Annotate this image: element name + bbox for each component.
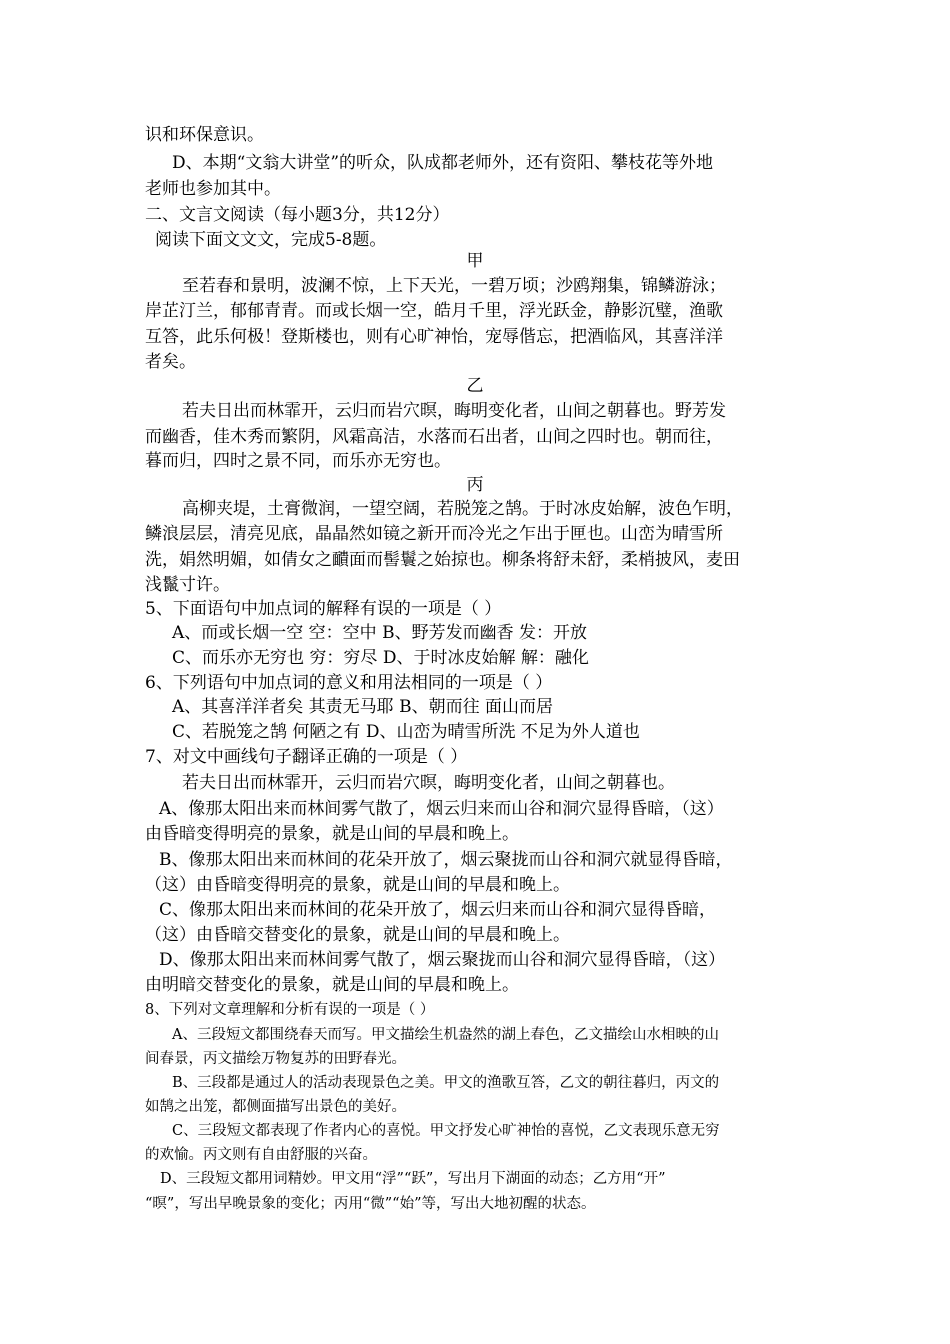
text-line: 识和环保意识。	[145, 125, 264, 145]
option-line: C、像那太阳出来而林间的花朵开放了，烟云归来而山谷和洞穴显得昏暗，	[159, 900, 717, 920]
passage-title-yi: 乙	[466, 376, 484, 396]
option-line: 由明暗交替变化的景象，就是山间的早晨和晚上。	[145, 975, 519, 995]
option-line: A、其喜洋洋者矣 其责无马耶 B、朝而往 面山而居	[172, 697, 553, 717]
passage-title-bing: 丙	[466, 475, 484, 495]
text-line: 老师也参加其中。	[145, 179, 281, 199]
option-line: “暝”，写出早晚景象的变化；丙用“微”“始”等，写出大地初醒的状态。	[145, 1196, 596, 1212]
option-line: C、三段短文都表现了作者内心的喜悦。甲文抒发心旷神怡的喜悦，乙文表现乐意无穷	[172, 1123, 720, 1139]
passage-line: 若夫日出而林霏开，云归而岩穴暝，晦明变化者，山间之朝暮也。野芳发	[182, 401, 726, 421]
option-line: B、像那太阳出来而林间的花朵开放了，烟云聚拢而山谷和洞穴就显得昏暗，	[159, 850, 733, 870]
instruction-line: 阅读下面文文文，完成5-8题。	[155, 230, 387, 250]
passage-line: 互答，此乐何极！登斯楼也，则有心旷神怡，宠辱偕忘，把酒临风，其喜洋洋	[145, 327, 723, 347]
underlined-sentence: 若夫日出而林霏开，云归而岩穴暝，晦明变化者，山间之朝暮也。	[182, 773, 675, 793]
passage-title-jia: 甲	[466, 251, 484, 271]
option-line: A、三段短文都围绕春天而写。甲文描绘生机盎然的湖上春色，乙文描绘山水相映的山	[172, 1027, 719, 1043]
option-line: 由昏暗变得明亮的景象，就是山间的早晨和晚上。	[145, 824, 519, 844]
option-line: D、像那太阳出来而林间雾气散了，烟云聚拢而山谷和洞穴显得昏暗，（这）	[159, 950, 726, 970]
option-line: 间春景，丙文描绘万物复苏的田野春光。	[145, 1051, 406, 1067]
passage-line: 而幽香，佳木秀而繁阴，风霜高洁，水落而石出者，山间之四时也。朝而往，	[145, 427, 723, 447]
question-6: 6、下列语句中加点词的意义和用法相同的一项是（ ）	[145, 673, 553, 693]
option-line: A、像那太阳出来而林间雾气散了，烟云归来而山谷和洞穴显得昏暗，（这）	[159, 799, 724, 819]
option-line: C、若脱笼之鹄 何陋之有 D、山峦为晴雪所洗 不足为外人道也	[172, 722, 640, 742]
passage-line: 鳞浪层层，清亮见底，晶晶然如镜之新开而冷光之乍出于匣也。山峦为晴雪所	[145, 524, 723, 544]
passage-line: 至若春和景明，波澜不惊，上下天光，一碧万顷；沙鸥翔集，锦鳞游泳；	[182, 276, 726, 296]
option-line: （这）由昏暗交替变化的景象，就是山间的早晨和晚上。	[145, 925, 570, 945]
option-line: 如鹄之出笼，都侧面描写出景色的美好。	[145, 1099, 406, 1115]
section-heading: 二、文言文阅读（每小题3分，共12分）	[145, 205, 450, 225]
option-line: 的欢愉。丙文则有自由舒服的兴奋。	[145, 1147, 377, 1163]
passage-line: 高柳夹堤，土膏微润，一望空阔，若脱笼之鹄。于时冰皮始解，波色乍明，	[182, 499, 743, 519]
option-line: D、三段短文都用词精妙。甲文用“浮”“跃”，写出月下湖面的动态；乙方用“开”	[160, 1171, 666, 1187]
passage-line: 洗，娟然明媚，如倩女之靧面而髻鬟之始掠也。柳条将舒未舒，柔梢披风，麦田	[145, 550, 740, 570]
option-line: A、而或长烟一空 空：空中 B、野芳发而幽香 发：开放	[172, 623, 587, 643]
option-line: （这）由昏暗变得明亮的景象，就是山间的早晨和晚上。	[145, 875, 570, 895]
text-line: D、本期“文翁大讲堂”的听众，队成都老师外，还有资阳、攀枝花等外地	[172, 153, 714, 173]
passage-line: 岸芷汀兰，郁郁青青。而或长烟一空，皓月千里，浮光跃金，静影沉璧，渔歌	[145, 301, 723, 321]
question-7: 7、对文中画线句子翻译正确的一项是（ ）	[145, 747, 468, 767]
passage-line: 暮而归，四时之景不同，而乐亦无穷也。	[145, 451, 451, 471]
passage-line: 者矣。	[145, 352, 196, 372]
option-line: B、三段都是通过人的活动表现景色之美。甲文的渔歌互答，乙文的朝往暮归，丙文的	[172, 1075, 720, 1091]
question-8: 8、下列对文章理解和分析有误的一项是（ ）	[145, 1002, 435, 1018]
passage-line: 浅鬣寸许。	[145, 575, 230, 595]
option-line: C、而乐亦无穷也 穷：穷尽 D、于时冰皮始解 解：融化	[172, 648, 589, 668]
question-5: 5、下面语句中加点词的解释有误的一项是（ ）	[145, 599, 502, 619]
